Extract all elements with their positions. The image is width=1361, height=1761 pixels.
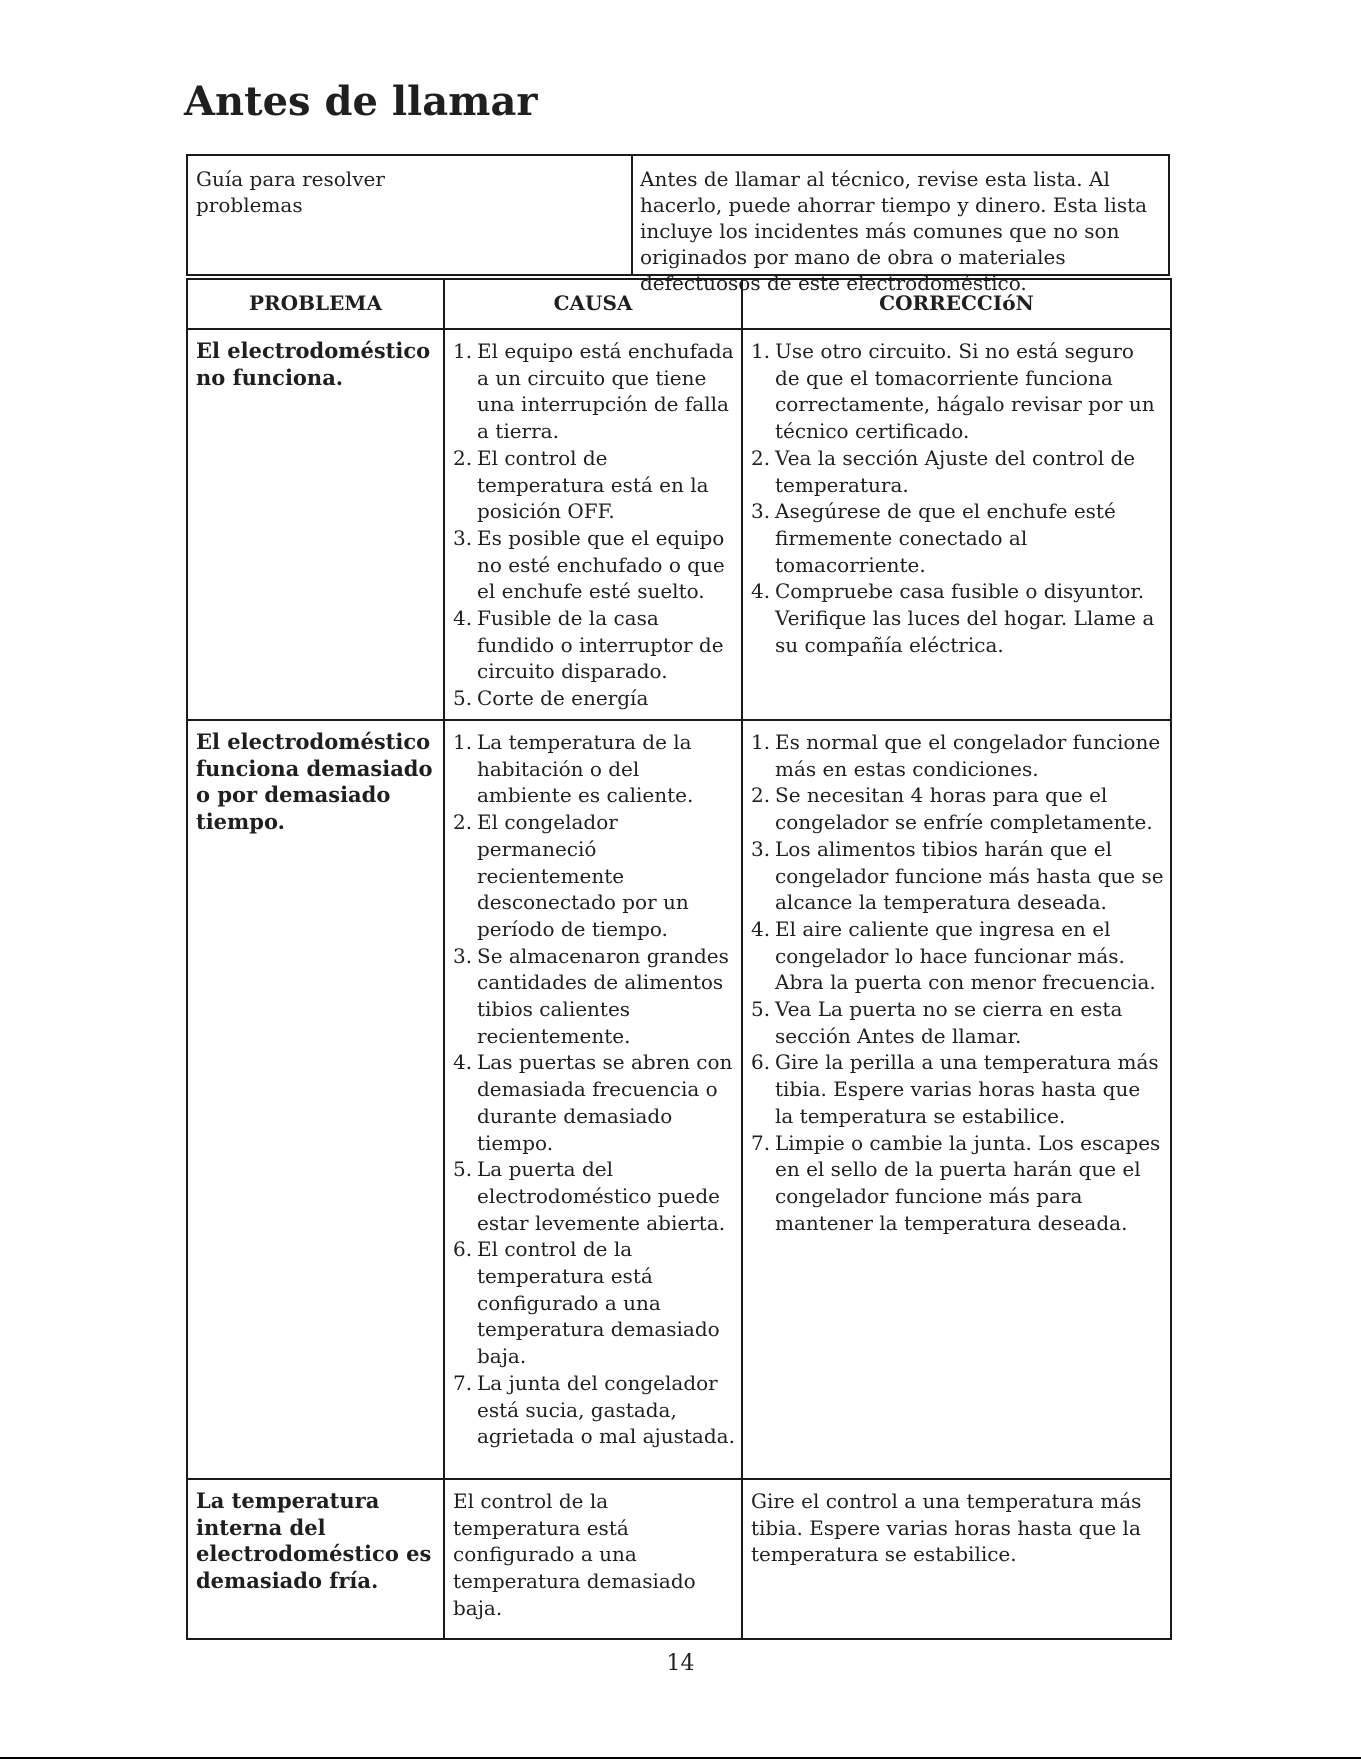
item-text: El congelador permaneció recientemente desconectado por un período de tiempo. (477, 810, 689, 941)
correction-list (751, 338, 1164, 658)
problem-cell: La temperatura interna del electrodoméstico es demasiado fría. (187, 1479, 444, 1639)
list-item (453, 338, 735, 445)
list-item (751, 338, 1164, 445)
item-text: Gire la perilla a una temperatura más tibia. Espere varias horas hasta que la temperatura se estabilice. (775, 1050, 1159, 1128)
item-text: Es posible que el equipo no esté enchufado o que el enchufe esté suelto. (477, 525, 725, 604)
list-item (453, 685, 735, 712)
guide-divider (631, 156, 633, 274)
list-item (751, 445, 1164, 498)
item-number: 2. (453, 445, 473, 470)
list-item (453, 1156, 735, 1236)
list-item (453, 525, 735, 605)
bottom-divider (0, 1757, 1361, 1759)
list-item (751, 836, 1164, 916)
table-row (187, 720, 1171, 1479)
guide-intro-text: Antes de llamar al técnico, revise esta lista. Al hacerlo, puede ahorrar tiempo y dinero. Esta lista incluye los incidentes más comunes que no son originados por mano de obra o materiales defectuosos de este electrodoméstico. (640, 167, 1148, 295)
page-number: 14 (666, 1651, 695, 1676)
item-text: Se necesitan 4 horas para que el congelador se enfríe completamente. (775, 783, 1153, 835)
item-text: Las puertas se abren con demasiada frecuencia o durante demasiado tiempo. (477, 1050, 733, 1155)
list-item (751, 1049, 1164, 1129)
list-item (453, 1236, 735, 1370)
guide-label: Guía para resolver problemas (196, 167, 385, 217)
list-item (453, 809, 735, 943)
item-number: 1. (751, 339, 771, 363)
item-text: Vea La puerta no se cierra en esta sección Antes de llamar. (775, 997, 1123, 1048)
list-item (453, 605, 735, 685)
item-number: 1. (751, 730, 771, 754)
list-item (453, 729, 735, 809)
item-text: El aire caliente que ingresa en el congelador lo hace funcionar más. Abra la puerta con menor frecuencia. (775, 916, 1156, 995)
item-text: El control de la temperatura está configurado a una temperatura demasiado baja. (477, 1237, 720, 1369)
header-correction: CORRECCIóN (742, 279, 1171, 329)
list-item (453, 943, 735, 1050)
item-text: Los alimentos tibios harán que el congelador funcione más hasta que se alcance la temperatura deseada. (775, 836, 1164, 915)
item-number: 4. (453, 606, 473, 631)
item-text: El equipo está enchufada a un circuito que tiene una interrupción de falla a tierra. (477, 339, 734, 444)
item-number: 3. (751, 499, 771, 524)
item-number: 5. (453, 1157, 473, 1182)
item-number: 4. (453, 1050, 473, 1075)
item-number: 1. (453, 730, 473, 754)
item-text: Use otro circuito. Si no está seguro de que el tomacorriente funciona correctamente, hágalo revisar por un técnico certificado. (775, 339, 1155, 444)
list-item (751, 782, 1164, 835)
item-number: 5. (751, 997, 771, 1022)
item-text: Compruebe casa fusible o disyuntor. Verifique las luces del hogar. Llame a su compañía eléctrica. (775, 579, 1155, 657)
item-number: 7. (751, 1130, 771, 1155)
list-item (751, 729, 1164, 782)
list-item (751, 578, 1164, 658)
item-number: 3. (453, 943, 473, 968)
cause-cell (444, 329, 742, 720)
header-problem: PROBLEMA (187, 279, 444, 329)
list-item (453, 1370, 735, 1450)
item-number: 4. (751, 916, 771, 941)
item-text: Es normal que el congelador funcione más en estas condiciones. (775, 730, 1161, 781)
item-text: Vea la sección Ajuste del control de temperatura. (775, 445, 1136, 497)
item-text: La junta del congelador está sucia, gastada, agrietada o mal ajustada. (477, 1370, 735, 1449)
item-number: 2. (751, 445, 771, 470)
list-item (751, 1130, 1164, 1237)
item-number: 3. (751, 836, 771, 861)
item-number: 6. (751, 1050, 771, 1075)
list-item (751, 996, 1164, 1049)
list-item (751, 916, 1164, 996)
cause-list (453, 338, 735, 712)
item-number: 7. (453, 1370, 473, 1395)
cause-cell: El control de la temperatura está configurado a una temperatura demasiado baja. (444, 1479, 742, 1639)
list-item (453, 445, 735, 525)
page-title: Antes de llamar (184, 78, 538, 125)
item-text: Corte de energía (477, 686, 649, 711)
item-text: La temperatura de la habitación o del ambiente es caliente. (477, 730, 694, 808)
item-text: Asegúrese de que el enchufe esté firmemente conectado al tomacorriente. (775, 499, 1116, 577)
cause-cell (444, 720, 742, 1479)
correction-cell (742, 329, 1171, 720)
table-header-row (187, 279, 1171, 329)
header-cause: CAUSA (444, 279, 742, 329)
item-number: 2. (453, 810, 473, 835)
item-text: Limpie o cambie la junta. Los escapes en el sello de la puerta harán que el congelador funcione más para mantener la temperatura deseada. (775, 1130, 1161, 1235)
list-item (751, 498, 1164, 578)
item-number: 3. (453, 525, 473, 550)
troubleshooting-guide-box (186, 154, 1170, 295)
list-item (453, 1049, 735, 1156)
correction-list (751, 729, 1164, 1236)
problem-cell: El electrodoméstico no funciona. (187, 329, 444, 720)
correction-cell (742, 720, 1171, 1479)
item-number: 6. (453, 1237, 473, 1262)
table-row (187, 1479, 1171, 1639)
cause-list (453, 729, 735, 1450)
item-text: Fusible de la casa fundido o interruptor de circuito disparado. (477, 606, 724, 684)
troubleshooting-table (186, 278, 1172, 1640)
table-row (187, 329, 1171, 720)
item-number: 5. (453, 686, 473, 711)
correction-cell: Gire el control a una temperatura más tibia. Espere varias horas hasta que la temperatura se estabilice. (742, 1479, 1171, 1639)
item-number: 2. (751, 783, 771, 808)
item-text: Se almacenaron grandes cantidades de alimentos tibios calientes recientemente. (477, 943, 729, 1048)
item-text: El control de temperatura está en la posición OFF. (477, 445, 709, 524)
item-number: 4. (751, 579, 771, 604)
problem-cell: El electrodoméstico funciona demasiado o por demasiado tiempo. (187, 720, 444, 1479)
item-text: La puerta del electrodoméstico puede estar levemente abierta. (477, 1157, 726, 1235)
item-number: 1. (453, 339, 473, 363)
